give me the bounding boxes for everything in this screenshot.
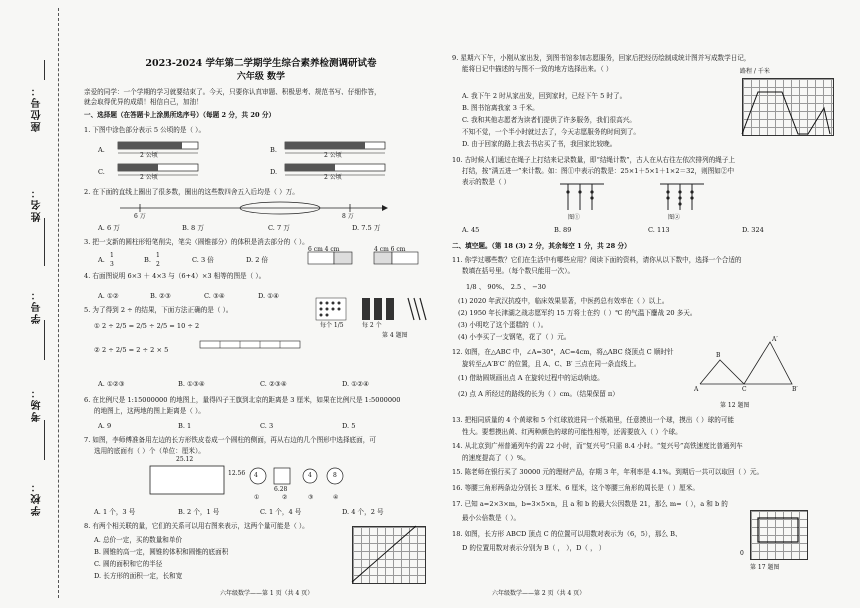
page-two [452, 0, 852, 608]
q3-option-b: B. [144, 256, 151, 264]
q8-option-c: C. 圆的面积和它的半径 [94, 560, 163, 568]
question-6: 6. 在比例尺是 1:15000000 的地图上，量得四子王旗到北京的距离是 3 厘米，如果在比例尺是 1:5000000 [84, 396, 401, 404]
q18-rectangle [750, 510, 806, 558]
q4-fig-a-label: 6 cm 4 cm [308, 246, 340, 253]
q3-frac-b-den: 2 [156, 261, 160, 268]
binding-cut-line [58, 8, 59, 598]
q17-caption: 第 17 题图 [750, 564, 780, 571]
q4-fig-b-label: 4 cm 6 cm [374, 246, 406, 253]
q7-option-b: B. 2 个，1 号 [178, 508, 220, 516]
q12-point-b: B [716, 352, 721, 359]
q11-part-1: (1) 2020 年武汉抗疫中，临床效果显著，中医药总有效率在（ ）以上。 [458, 297, 669, 305]
q12-point-a-prime: A′ [772, 336, 778, 343]
q5-label-1: 每个 1/5 [320, 322, 344, 329]
question-11-cont: 数填在括号里。（每个数只能用一次）。 [462, 267, 575, 275]
q5-method-1: ① 2 ÷ 2/5 = 2/5 ÷ 2/5 = 10 ÷ 2 [94, 322, 200, 330]
q7-shape-3-number: ③ [308, 494, 314, 501]
q10-option-c: C. 113 [648, 226, 670, 234]
q8-option-b: B. 圆锥的高一定，圆锥的体积和圆锥的底面积 [94, 548, 229, 556]
q5-option-c: C. ②③④ [260, 380, 287, 388]
q6-option-d: D. 5 [342, 422, 356, 430]
q5-label-2: 每 2 个 [362, 322, 382, 329]
question-12-cont: 旋转至△A′B′C′ 的位置，且 A、C、B′ 三点在同一条直线上。 [462, 360, 641, 368]
q10-fig-2-label: 图② [668, 214, 681, 221]
q11-part-3: (3) 小明吃了这个蛋糕的（ ）。 [458, 321, 548, 329]
exam-subtitle: 六年级 数学 [236, 72, 286, 82]
q7-shape-1-number: ① [254, 494, 260, 501]
seat-number-label: 座位号： [32, 84, 43, 132]
question-9: 9. 星期六下午，小刚从家出发，到图书馆参加志愿服务，回家后把经历绘制成统计图并写成数学日记， [452, 54, 751, 62]
q1-option-d: D. [270, 168, 278, 176]
q10-option-d: D. 324 [742, 226, 764, 234]
q11-number-choices: 1/8 、 90%、 2.5 、 −30 [466, 283, 546, 291]
q12-caption: 第 12 题图 [720, 402, 750, 409]
q2-tick-left: 6 万 [134, 213, 146, 220]
question-18-cont: D 的位置用数对表示分别为 B（ ， ），D（ ， ） [462, 544, 606, 552]
q9-option-b: B. 图书馆离我家 3 千米。 [462, 104, 539, 112]
q6-option-b: B. 1 [178, 422, 192, 430]
q5-fraction-bar [200, 338, 310, 354]
q9-option-d: D. 由于回家的路上我去书店买了书，我回家比较晚。 [462, 140, 617, 148]
q9-distance-chart [742, 78, 832, 134]
question-7: 7. 如图，李师傅准备用左边的长方形铁皮卷成一个圆柱的侧面，再从右边的几个图形中选择底面，可 [84, 436, 376, 444]
q12-point-b-prime: B′ [792, 386, 798, 393]
q4-option-b: B. ②③ [150, 292, 171, 300]
question-18: 18. 如图，长方形 ABCD 顶点 C 的位置可以用数对表示为（6，5），那么 B、 [452, 530, 682, 538]
q1-option-c: C. [98, 168, 105, 176]
name-rule [44, 218, 45, 266]
section-two-heading: 二、填空题。（第 18 (3) 2 分，其余每空 1 分，共 28 分） [452, 242, 631, 250]
q5-option-b: B. ①③④ [178, 380, 205, 388]
q7-option-d: D. 4 个，2 号 [342, 508, 384, 516]
question-5: 5. 为了得到 2 ÷ 的结果，下面方法正确的是（ ）。 [84, 306, 233, 314]
student-id-rule [44, 320, 45, 360]
greeting-line-1: 亲爱的同学：一个学期的学习就要结束了。今天，只要你认真审题、积极思考、规范书写、仔细作答， [84, 88, 381, 96]
question-14-cont: 的速度提高了（ ）%。 [462, 454, 530, 462]
q7-option-c: C. 1 个，4 号 [260, 508, 302, 516]
name-label: 姓名： [32, 186, 43, 222]
q1-option-b: B. [270, 146, 277, 154]
q2-option-a: A. 6 万 [98, 224, 120, 232]
q1-bar-c-label: 2 公顷 [140, 174, 158, 181]
q11-part-2: (2) 1950 年长津湖之战志愿军约 15 万将士在约（ ）℃ 的气温下鏖战 20 多天。 [458, 309, 697, 317]
question-13-cont: 性大。要想摸出黄、红两种颜色的球的可能性相等，还需要放入（ ）个球。 [462, 428, 682, 436]
q6-option-a: A. 9 [98, 422, 112, 430]
q7-shape-2-label: 6.28 [274, 486, 288, 493]
q7-option-a: A. 1 个，3 号 [94, 508, 136, 516]
exam-room-rule [44, 420, 45, 460]
greeting-line-2: 就会取得优异的成绩！相信自己，加油！ [84, 98, 203, 106]
question-4: 4. 右面图说明 6×3 ＋ 4×3 与（6+4）×3 相等的图是（ ）。 [84, 272, 266, 280]
q7-shape-1-label: 4 [254, 472, 258, 479]
q11-part-4: (4) 小李买了一支钢笔，花了（ ）元。 [458, 333, 571, 341]
q2-option-b: B. 8 万 [182, 224, 204, 232]
question-9-cont: 能将日记中描述的与图不一致的地方选择出来。（ ） [462, 65, 613, 73]
q7-shape-4-number: ④ [333, 494, 339, 501]
q12-part-1: (1) 借助圆规画出点 A 在旋转过程中的运动轨迹。 [458, 374, 604, 382]
q3-option-d: D. 2 倍 [246, 256, 269, 264]
q2-option-d: D. 7.5 万 [352, 224, 381, 232]
q4-option-d: D. ①④ [258, 292, 280, 300]
q12-part-2: (2) 点 A 所经过的路线的长为（ ）cm。（结果保留 π） [458, 390, 619, 398]
q8-option-d: D. 长方形的面积一定，长和宽 [94, 572, 183, 580]
q18-axis-origin: 0 [740, 550, 744, 557]
q1-bar-a [118, 140, 208, 160]
q10-option-a: A. 45 [462, 226, 480, 234]
question-13: 13. 把相同质量的 4 个黄球和 5 个红球放进同一个纸箱里，任意摸出一个球，摸出（ ）球的可能 [452, 416, 735, 424]
question-10-cont: 打结，按“满五进一”来计数。如：图①中表示的数是：25×1＋5×1＋1×2＝32，则图如②中 [462, 167, 735, 175]
q3-option-a: A. [98, 256, 105, 264]
q1-bar-a-label: 2 公顷 [140, 152, 158, 159]
q12-point-a: A [694, 386, 699, 393]
question-14: 14. 从北京到广州普通列车约需 22 小时，而“复兴号”只需 8.4 小时。“复兴号”高铁速度比普通列车 [452, 442, 743, 450]
page-one [80, 0, 442, 608]
exam-room-label: 考场： [32, 386, 43, 422]
question-16: 16. 等腰三角形两条边分别长 3 厘米、6 厘米，这个等腰三角形的周长是（ ）厘米。 [452, 484, 699, 492]
q4-option-a: A. ①② [98, 292, 119, 300]
q12-point-c: C [742, 386, 747, 393]
exam-title: 2023-2024 学年第二学期学生综合素养检测调研试卷 [145, 58, 377, 69]
seat-number-rule [44, 60, 45, 80]
question-11: 11. 你学过哪些数？它们在生活中有哪些应用？阅读下面的资料，请你从以下数中，选择一个合适的 [452, 256, 742, 264]
q10-knot-figures [560, 180, 720, 216]
question-10: 10. 古时候人们通过在绳子上打结来记录数量，即“结绳计数”，古人在从右往左依次排列的绳子上 [452, 156, 736, 164]
question-12: 12. 如图，在△ABC 中，∠A=30°，AC=4cm，将△ABC 绕顶点 C 顺时针 [452, 348, 674, 356]
q1-option-a: A. [98, 146, 105, 154]
question-8: 8. 有两个相关联的量，它们的关系可以用右图来表示，这两个量可能是（ ）。 [84, 522, 309, 530]
q7-rect-height: 12.56 [228, 470, 246, 477]
q6-option-c: C. 3 [260, 422, 274, 430]
q7-rect-width: 25.12 [176, 456, 194, 463]
q1-bar-b-label: 2 公顷 [324, 152, 342, 159]
question-10-cont-2: 表示的数是（ ） [462, 178, 511, 186]
footer-page-1: 六年级数学——第 1 页（共 4 页） [220, 590, 314, 597]
binding-strip [0, 0, 80, 608]
q9-option-c: C. 我和其他志愿者为读者们提供了许多服务，我们很高兴。 [462, 116, 636, 124]
question-17: 17. 已知 a=2×3×m，b=3×5×n，且 a 和 b 的最大公因数是 21，那么 m=（ ），a 和 b 的 [452, 500, 728, 508]
q7-shape-2-number: ② [282, 494, 288, 501]
q5-option-d: D. ①②④ [342, 380, 369, 388]
question-17-cont: 最小公倍数是（ ）。 [462, 514, 521, 522]
question-6-cont: 的地图上，这两地的图上距离是（ ）。 [94, 407, 205, 415]
q12-triangle-figure [692, 338, 852, 394]
question-15: 15. 陈老师在银行买了 30000 元的理财产品，存期 3 年，年利率是 4.1%。到期后一共可以取回（ ）元。 [452, 468, 764, 476]
q4-option-c: C. ③④ [204, 292, 225, 300]
q3-frac-a-num: 1 [110, 252, 114, 259]
q8-option-a: A. 总价一定，买的数量和单价 [94, 536, 183, 544]
q9-option-a: A. 我下午 2 时从家出发，回到家时，已经下午 5 时了。 [462, 92, 627, 100]
q2-tick-right: 8 万 [342, 213, 354, 220]
q2-option-c: C. 7 万 [268, 224, 290, 232]
footer-page-2: 六年级数学——第 2 页（共 4 页） [492, 590, 586, 597]
q5-method-2: ② 2 ÷ 2/5 = 2 ÷ 2 × 5 [94, 346, 169, 354]
q3-frac-a-den: 3 [110, 261, 114, 268]
q3-frac-b-num: 1 [156, 252, 160, 259]
question-2: 2. 在下面的直线上圈出了很多数，圈出的这些数四舍五入后均是（ ）万。 [84, 188, 299, 196]
q10-option-b: B. 89 [554, 226, 572, 234]
q1-bar-d-label: 2 公顷 [324, 174, 342, 181]
school-label: 学校： [32, 480, 43, 516]
section-one-heading: 一、选择题（在答题卡上涂黑所选序号）（每题 2 分，共 20 分） [84, 111, 276, 119]
q4-caption: 第 4 题图 [382, 332, 408, 339]
q7-shape-4-label: 8 [333, 472, 337, 479]
student-id-label: 学号： [32, 288, 43, 324]
q3-option-c: C. 3 倍 [192, 256, 214, 264]
q9-chart-ylabel: 路程 / 千米 [740, 68, 770, 75]
q7-shape-3-label: 4 [308, 472, 312, 479]
q8-graph-line [352, 526, 424, 582]
question-3: 3. 把一支新的圆柱形铅笔削尖，笔尖（圆锥部分）的体积是消去部分的（ ）。 [84, 238, 309, 246]
question-1: 1. 下图中涂色部分表示 5 公顷的是（ ）。 [84, 126, 206, 134]
q5-option-a: A. ①②③ [98, 380, 125, 388]
q1-bar-c [118, 162, 208, 182]
question-7-cont: 选用的底面有（ ）个（单位：厘米）。 [94, 447, 205, 455]
q9-option-c-cont: 不知不觉，一个半小时就过去了，今天志愿服务的时间到了。 [462, 128, 641, 136]
q10-fig-1-label: 图① [568, 214, 581, 221]
